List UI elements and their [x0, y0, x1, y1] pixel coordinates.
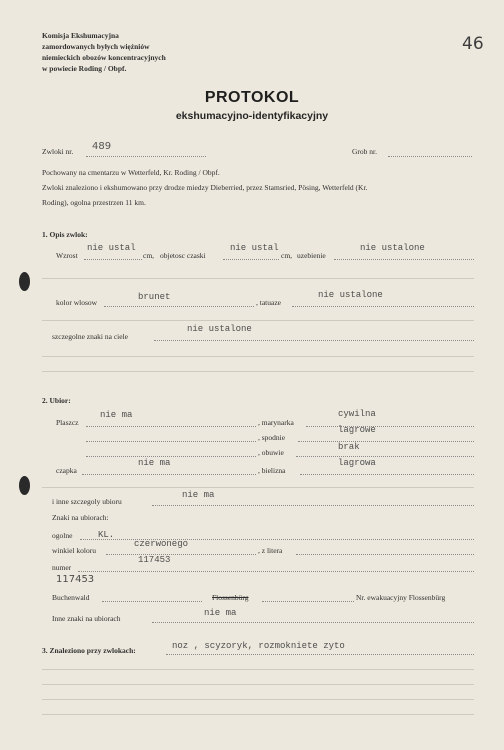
- inne-szczegoly-label: i inne szczegoly ubioru: [52, 497, 122, 506]
- cm-unit: cm,: [143, 251, 155, 260]
- issuer-line: Komisja Ekshumacyjna: [42, 31, 119, 40]
- document-subtitle: ekshumacyjno-identyfikacyjny: [175, 110, 329, 122]
- ogolne-value: KL.: [98, 530, 115, 540]
- spodnie-value: lagrowe: [338, 425, 376, 435]
- plaszcz-value: nie ma: [100, 410, 133, 420]
- found-line-2: Roding), ogolna przestrzen 11 km.: [42, 198, 146, 207]
- wzrost-value: nie ustal: [87, 243, 136, 253]
- section-1-heading: 1. Opis zwlok:: [42, 230, 88, 239]
- ogolne-label: ogolne: [52, 531, 73, 540]
- wzrost-label: Wzrost: [56, 251, 78, 260]
- grob-label: Grob nr.: [352, 147, 377, 156]
- numer-label: numer: [52, 563, 72, 572]
- page-number: 46: [462, 34, 484, 54]
- objetosc-value: nie ustal: [230, 243, 279, 253]
- cm-unit: cm,: [281, 251, 293, 260]
- objetosc-label: objetosc czaski: [160, 251, 206, 260]
- znaki-na-ciele-label: szczegolne znaki na ciele: [52, 332, 128, 341]
- inne-znaki-label: Inne znaki na ubiorach: [52, 614, 121, 623]
- litera-label: , z litera: [258, 546, 283, 555]
- issuer-line: w powiecie Roding / Obpf.: [42, 64, 127, 73]
- punch-hole-top: [19, 272, 30, 291]
- tatuaze-label: , tatuaze: [256, 298, 281, 307]
- obuwie-label: , obuwie: [258, 448, 284, 457]
- zwloki-label: Zwloki nr.: [42, 147, 74, 156]
- inne-szczegoly-value: nie ma: [182, 490, 215, 500]
- issuer-line: zamordowanych byłych więźniów: [42, 42, 150, 51]
- kolor-value: brunet: [138, 292, 171, 302]
- marynarka-value: cywilna: [338, 409, 376, 419]
- numer-value-handwritten: 117453: [56, 574, 95, 585]
- obuwie-value: brak: [338, 442, 360, 452]
- bielizna-label: , bielizna: [258, 466, 286, 475]
- plaszcz-label: Plaszcz: [56, 418, 79, 427]
- flossenburg-label: Flossenbürg: [212, 593, 249, 602]
- issuer-line: niemieckich obozów koncentracyjnych: [42, 53, 166, 62]
- spodnie-label: , spodnie: [258, 433, 286, 442]
- nr-ewakuacyjny-label: Nr. ewakuacyjny Flossenbürg: [356, 593, 446, 602]
- inne-znaki-value: nie ma: [204, 608, 237, 618]
- czapka-label: czapka: [56, 466, 77, 475]
- punch-hole-bottom: [19, 476, 30, 495]
- buchenwald-label: Buchenwald: [52, 593, 90, 602]
- marynarka-label: , marynarka: [258, 418, 294, 427]
- tatuaze-value: nie ustalone: [318, 290, 383, 300]
- zwloki-value: 489: [92, 141, 112, 152]
- issuer-block: [42, 30, 166, 74]
- found-line-1: Zwloki znaleziono i ekshumowano przy drodze miedzy Dieberried, przez Stamsried, Pösing, Wetterfeld (Kr.: [42, 183, 368, 192]
- uzebienie-label: uzebienie: [297, 251, 326, 260]
- znaki-na-ciele-value: nie ustalone: [187, 324, 252, 334]
- winkiel-value: czerwonego: [134, 539, 189, 549]
- znaki-na-ubiorach-label: Znaki na ubiorach:: [52, 513, 109, 522]
- document-title: PROTOKOL: [204, 89, 300, 106]
- numer-value-typed: 117453: [138, 555, 171, 565]
- burial-line: Pochowany na cmentarzu w Wetterfeld, Kr. Roding / Obpf.: [42, 168, 220, 177]
- section-2-heading: 2. Ubior:: [42, 396, 71, 405]
- uzebienie-value: nie ustalone: [360, 243, 425, 253]
- winkiel-label: winkiel koloru: [52, 546, 96, 555]
- czapka-value: nie ma: [138, 458, 171, 468]
- kolor-label: kolor wlosow: [56, 298, 98, 307]
- bielizna-value: lagrowa: [338, 458, 376, 468]
- section-3-heading: 3. Znaleziono przy zwlokach:: [42, 646, 136, 655]
- section-3-value: noz , scyzoryk, rozmokniete zyto: [172, 641, 345, 651]
